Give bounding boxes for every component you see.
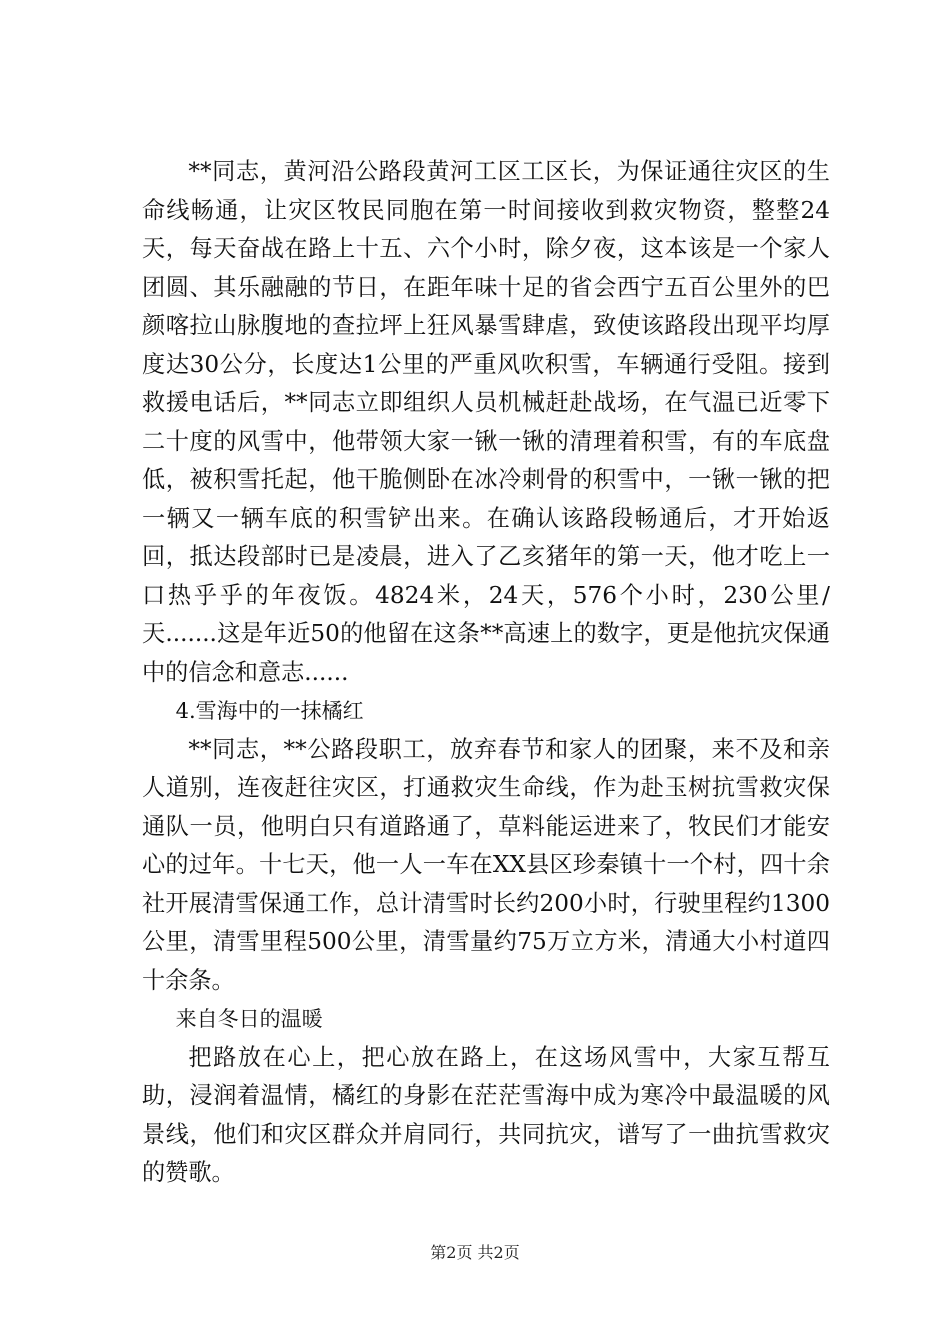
body-paragraph-3: 把路放在心上，把心放在路上，在这场风雪中，大家互帮互助，浸润着温情，橘红的身影在茫茫雪海中成为寒冷中最温暖的风景线，他们和灾区群众并肩同行，共同抗灾，谱写了一曲抗雪救灾的赞歌。 xyxy=(142,1043,830,1186)
section-heading-2: 来自冬日的温暖 xyxy=(175,1007,323,1031)
document-body xyxy=(142,153,830,1193)
section-heading-1: 4.雪海中的一抹橘红 xyxy=(175,699,364,723)
page-footer: 第2页 共2页 xyxy=(430,1243,520,1262)
body-paragraph-2: **同志，**公路段职工，放弃春节和家人的团聚，来不及和亲人道别，连夜赶往灾区，打通救灾生命线，作为赴玉树抗雪救灾保通队一员，他明白只有道路通了，草料能运进来了，牧民们才能安心的过年。十七天，他一人一车在XX县区珍秦镇十一个村，四十余社开展清雪保通工作，总计清雪时长约200小时，行驶里程约1300公里，清雪里程500公里，清雪量约75万立方米，清通大小村道四十余条。 xyxy=(142,735,830,994)
body-paragraph-1: **同志，黄河沿公路段黄河工区工区长，为保证通往灾区的生命线畅通，让灾区牧民同胞在第一时间接收到救灾物资，整整24天，每天奋战在路上十五、六个小时，除夕夜，这本该是一个家人团圆、其乐融融的节日，在距年味十足的省会西宁五百公里外的巴颜喀拉山脉腹地的查拉坪上狂风暴雪肆虐，致使该路段出现平均厚度达30公分，长度达1公里的严重风吹积雪，车辆通行受阻。接到救援电话后，**同志立即组织人员机械赶赴战场，在气温已近零下二十度的风雪中，他带领大家一锹一锹的清理着积雪，有的车底盘低，被积雪托起，他干脆侧卧在冰冷刺骨的积雪中，一锹一锹的把一辆又一辆车底的积雪铲出来。在确认该路段畅通后，才开始返回，抵达段部时已是凌晨，进入了乙亥猪年的第一天，他才吃上一口热乎乎的年夜饭。4824米，24天，576个小时，230公里/天.......这是年近50的他留在这条**高速上的数字，更是他抗灾保通中的信念和意志...... xyxy=(142,158,830,686)
